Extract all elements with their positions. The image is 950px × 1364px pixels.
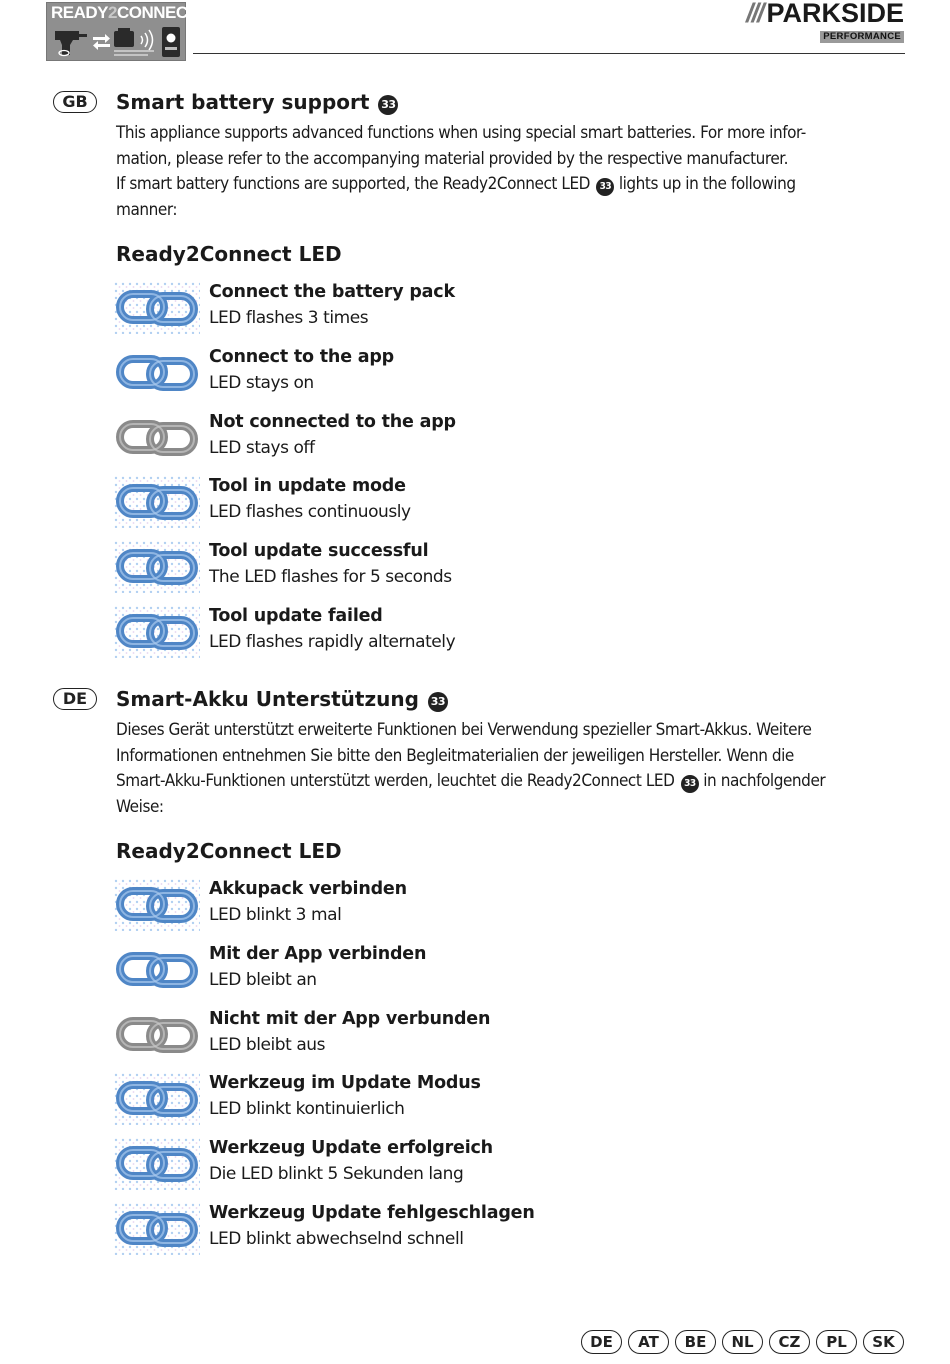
section-paragraph-de: Dieses Gerät unterstützt erweiterte Funktionen bei Verwendung spezieller Smart-Akkus. Weitere Informationen entnehmen Sie bitte den Begleitmaterialien der jeweiligen Hersteller. Wenn die Smart-Akku-Funktionen unterstützt werden, leuchtet die Ready2Connect LED 33 in nachfolgender Weise: bbox=[116, 720, 826, 818]
section-title-gb: Smart battery support 33 bbox=[116, 90, 398, 115]
led-state-description: LED blinkt 3 mal bbox=[209, 905, 342, 925]
list-item bbox=[114, 1203, 914, 1263]
list-item bbox=[114, 347, 914, 407]
signal-waves-icon bbox=[141, 30, 153, 50]
language-tag-cz: CZ bbox=[769, 1330, 810, 1354]
led-state-description: LED blinkt kontinuierlich bbox=[209, 1099, 405, 1119]
reference-number: 33 bbox=[378, 95, 398, 115]
section-title-de: Smart-Akku Unterstützung 33 bbox=[116, 687, 448, 712]
language-tag-be: BE bbox=[675, 1330, 716, 1354]
link-icon-flashing bbox=[114, 1203, 200, 1255]
reference-number: 33 bbox=[596, 178, 614, 196]
link-icon-flashing bbox=[114, 879, 200, 931]
led-state-label: Connect the battery pack bbox=[209, 282, 455, 302]
language-tag-pl: PL bbox=[816, 1330, 857, 1354]
language-tag-at: AT bbox=[628, 1330, 669, 1354]
list-item bbox=[114, 476, 914, 536]
link-icon-flashing bbox=[114, 476, 200, 528]
ready2connect-badge-title: READY2CONNECT bbox=[51, 3, 198, 22]
brand-logo: /// PARKSIDE bbox=[745, 0, 904, 28]
language-tag-de: DE bbox=[53, 688, 97, 710]
header-rule bbox=[193, 53, 905, 54]
battery-icon bbox=[114, 28, 134, 47]
led-state-label: Not connected to the app bbox=[209, 412, 456, 432]
led-state-label: Werkzeug Update erfolgreich bbox=[209, 1138, 493, 1158]
phone-icon bbox=[162, 27, 180, 57]
drill-icon bbox=[55, 31, 87, 56]
ready2connect-badge-icons bbox=[51, 25, 183, 59]
list-item bbox=[114, 412, 914, 472]
led-state-description: LED stays off bbox=[209, 438, 315, 458]
led-state-label: Tool update successful bbox=[209, 541, 429, 561]
language-tag-sk: SK bbox=[863, 1330, 904, 1354]
led-state-label: Tool in update mode bbox=[209, 476, 406, 496]
led-state-description: LED flashes continuously bbox=[209, 502, 411, 522]
section-paragraph-gb: This appliance supports advanced functions when using special smart batteries. For more infor- mation, please refer to the accompanying material provided by the respective manufacturer. If smart battery functions are supported, the Ready2Connect LED 33 lights up in the following manner: bbox=[116, 123, 806, 221]
reference-number: 33 bbox=[681, 775, 699, 793]
led-state-label: Tool update failed bbox=[209, 606, 383, 626]
led-state-description: The LED flashes for 5 seconds bbox=[209, 567, 452, 587]
led-state-description: LED bleibt aus bbox=[209, 1035, 326, 1055]
led-state-description: LED bleibt an bbox=[209, 970, 317, 990]
led-state-description: LED flashes rapidly alternately bbox=[209, 632, 456, 652]
list-item bbox=[114, 541, 914, 601]
list-item bbox=[114, 282, 914, 342]
led-state-label: Nicht mit der App verbunden bbox=[209, 1009, 491, 1029]
link-icon-flashing bbox=[114, 282, 200, 334]
list-item bbox=[114, 879, 914, 939]
led-state-description: LED stays on bbox=[209, 373, 314, 393]
link-icon-flashing bbox=[114, 606, 200, 658]
led-state-label: Werkzeug Update fehlgeschlagen bbox=[209, 1203, 535, 1223]
reference-number: 33 bbox=[428, 692, 448, 712]
footer-language-tags bbox=[581, 1330, 911, 1356]
led-state-description: Die LED blinkt 5 Sekunden lang bbox=[209, 1164, 464, 1184]
list-item bbox=[114, 606, 914, 666]
link-icon-flashing bbox=[114, 541, 200, 593]
list-item bbox=[114, 944, 914, 1004]
link-icon-blue bbox=[114, 944, 200, 996]
led-heading-gb: Ready2Connect LED bbox=[116, 242, 342, 266]
brand-performance-label: PERFORMANCE bbox=[820, 31, 904, 43]
ready2connect-badge bbox=[46, 2, 198, 61]
link-icon-grey bbox=[114, 1009, 200, 1061]
link-icon-flashing bbox=[114, 1138, 200, 1190]
led-state-label: Mit der App verbinden bbox=[209, 944, 427, 964]
led-state-label: Werkzeug im Update Modus bbox=[209, 1073, 481, 1093]
list-item bbox=[114, 1138, 914, 1198]
led-state-label: Connect to the app bbox=[209, 347, 395, 367]
link-icon-blue bbox=[114, 347, 200, 399]
led-state-description: LED blinkt abwechselnd schnell bbox=[209, 1229, 464, 1249]
language-tag-gb: GB bbox=[53, 91, 97, 113]
exchange-arrows-icon bbox=[93, 34, 110, 50]
list-item bbox=[114, 1073, 914, 1133]
led-state-description: LED flashes 3 times bbox=[209, 308, 369, 328]
link-icon-grey bbox=[114, 412, 200, 464]
language-tag-de: DE bbox=[581, 1330, 622, 1354]
language-tag-nl: NL bbox=[722, 1330, 763, 1354]
led-heading-de: Ready2Connect LED bbox=[116, 839, 342, 863]
led-state-label: Akkupack verbinden bbox=[209, 879, 407, 899]
link-icon-flashing bbox=[114, 1073, 200, 1125]
list-item bbox=[114, 1009, 914, 1069]
